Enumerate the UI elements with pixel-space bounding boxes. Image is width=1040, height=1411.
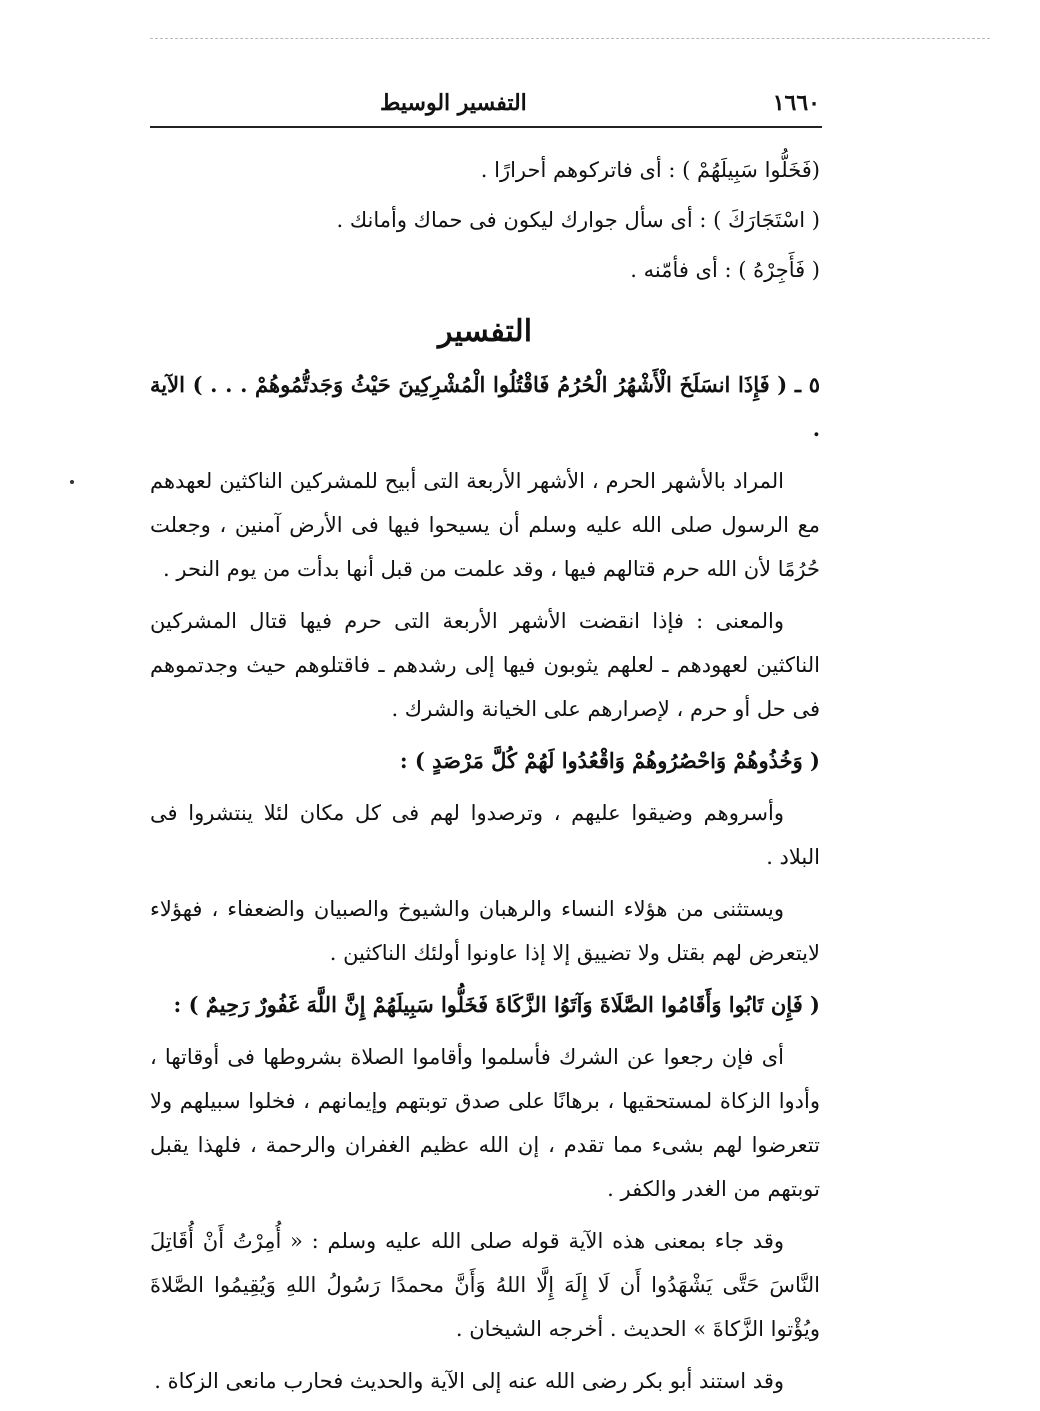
glossary-item: ( فَأَجِرْهُ ) : أى فأمّنه . bbox=[630, 258, 820, 282]
paragraph: أى فإن رجعوا عن الشرك فأسلموا وأقاموا الصلاة بشروطها فى أوقاتها ، وأدوا الزكاة لمستحقيها ، برهانًا على صدق توبتهم وإيمانهم ، فخلوا سبيلهم ولا تتعرضوا لهم بشىء مما تقدم ، إن الله عظيم الغفران والرحمة ، فلهذا يقبل توبتهم من الغدر والكفر . bbox=[150, 1045, 820, 1201]
page-number: ١٦٦٠ bbox=[772, 90, 820, 116]
top-dashed-rule bbox=[150, 38, 990, 39]
verse-heading: ( وَخُذُوهُمْ وَاحْصُرُوهُمْ وَاقْعُدُوا لَهُمْ كُلَّ مَرْصَدٍ ) : bbox=[399, 748, 820, 773]
glossary-item: ( اسْتَجَارَكَ ) : أى سأل جوارك ليكون فى حماك وأمانك . bbox=[336, 208, 820, 232]
section-heading: التفسير bbox=[437, 314, 533, 349]
page-body bbox=[150, 145, 820, 1411]
header-rule bbox=[150, 126, 822, 128]
verse-heading: ( فَإِن تَابُوا وَأَقَامُوا الصَّلَاةَ وَآتَوُا الزَّكَاةَ فَخَلُّوا سَبِيلَهُمْ إِنَّ اللَّهَ غَفُورٌ رَحِيمٌ ) : bbox=[173, 992, 820, 1017]
page-header bbox=[150, 90, 820, 126]
running-title: التفسير الوسيط bbox=[380, 90, 527, 116]
paragraph: المراد بالأشهر الحرم ، الأشهر الأربعة التى أبيح للمشركين الناكثين لعهدهم مع الرسول صلى الله عليه وسلم أن يسيحوا فيها فى الأرض آمنين ، وجعلت حُرُمًا لأن الله حرم قتالهم فيها ، وقد علمت من قبل أنها بدأت من يوم النحر . bbox=[150, 469, 820, 581]
paragraph: والمعنى : فإذا انقضت الأشهر الأربعة التى حرم فيها قتال المشركين الناكثين لعهودهم ـ لعلهم يثوبون فيها إلى رشدهم ـ فاقتلوهم حيث وجدتموهم فى حل أو حرم ، لإصرارهم على الخيانة والشرك . bbox=[150, 609, 820, 721]
paragraph: وقد جاء بمعنى هذه الآية قوله صلى الله عليه وسلم : « أُمِرْتُ أَنْ أُقَاتِلَ النَّاسَ حَتَّى يَشْهَدُوا أَن لَا إِلَهَ إِلَّا اللهُ وَأَنَّ محمدًا رَسُولُ اللهِ وَيُقِيمُوا الصَّلاةَ ويُؤْتوا الزَّكاةَ » الحديث . أخرجه الشيخان . bbox=[150, 1229, 820, 1341]
glossary-item: (فَخَلُّوا سَبِيلَهُمْ ) : أى فاتركوهم أحرارًا . bbox=[480, 158, 820, 182]
paragraph: ويستثنى من هؤلاء النساء والرهبان والشيوخ والصبيان والضعفاء ، فهؤلاء لايتعرض لهم بقتل ولا تضييق إلا إذا عاونوا أولئك الناكثين . bbox=[150, 897, 820, 965]
paragraph: وأسروهم وضيقوا عليهم ، وترصدوا لهم فى كل مكان لئلا ينتشروا فى البلاد . bbox=[150, 801, 820, 869]
verse-heading: ٥ ـ ( فَإِذَا انسَلَخَ الْأَشْهُرُ الْحُرُمُ فَاقْتُلُوا الْمُشْرِكِينَ حَيْثُ وَجَدتُّمُوهُمْ . . . ) الآية . bbox=[150, 372, 820, 441]
glossary bbox=[150, 145, 820, 295]
paragraph: وقد استند أبو بكر رضى الله عنه إلى الآية والحديث فحارب مانعى الزكاة . bbox=[154, 1369, 784, 1393]
margin-speck bbox=[70, 480, 74, 484]
